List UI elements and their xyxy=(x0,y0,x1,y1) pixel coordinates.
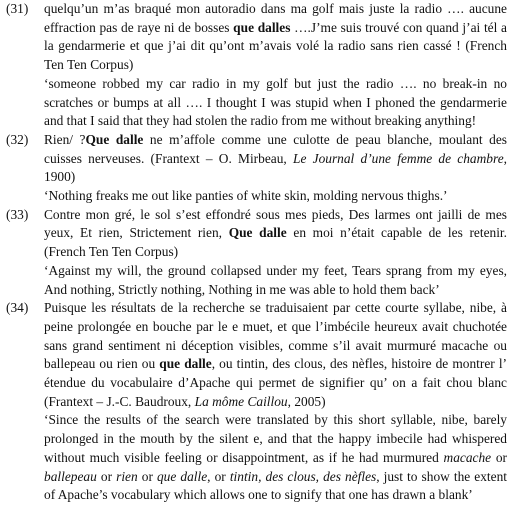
example-31 xyxy=(6,0,507,131)
translation-text: ‘Since the results of the search were translated by this short syllable, nibe, barely prolonged in the mouth by the silent e, and that the happy imbecile had whispered without much visible feeling or disappointment, as if he had murmured macache or ballepeau or rien or que dalle, or tintin, des clous, des nèfles, just to show the extent of Apache’s vocabulary which allows one to signify that one has drawn a blank’ xyxy=(44,412,508,503)
translation-text: ‘Nothing freaks me out like panties of white skin, molding nervous thighs.’ xyxy=(44,188,448,204)
example-body xyxy=(44,299,507,505)
example-body xyxy=(44,0,507,131)
example-body xyxy=(44,131,507,206)
example-33 xyxy=(6,206,507,300)
example-32 xyxy=(6,131,507,206)
example-number: (31) xyxy=(6,1,29,16)
example-number: (34) xyxy=(6,300,29,316)
translation-text: ‘someone robbed my car radio in my golf but just the radio …. no break-in no scratches or bumps at all …. I thought I was stupid when I phoned the gendarmerie and that I said that they had stolen the radio from me without breaking anything! xyxy=(44,75,507,129)
example-number: (33) xyxy=(6,206,29,222)
example-34 xyxy=(6,299,507,505)
source-text: Contre mon gré, le sol s’est effondré sous mes pieds, Des larmes ont jailli de mes yeux, Et rien, Strictement rien, Que dalle en moi n’était capable de les retenir. (French Ten Ten Corpus) xyxy=(44,206,508,260)
translation-text: ‘Against my will, the ground collapsed under my feet, Tears sprang from my eyes, And nothing, Strictly nothing, Nothing in me was able to hold them back’ xyxy=(44,262,507,297)
source-text: Rien/ ?Que dalle ne m’affole comme une culotte de peau blanche, moulant des cuisses nerveuses. (Frantext – O. Mirbeau, Le Journal d’une femme de chambre, 1900) xyxy=(44,131,508,185)
example-body xyxy=(44,206,507,300)
source-text: quelqu’un m’as braqué mon autoradio dans ma golf mais juste la radio …. aucune effraction pas de raye ni de bosses que dalles ….J’me suis trouvé con quand j’ai tél a la gendarmerie et que j’ai dit qu’ont m’avais volé la radio sans rien cassé ! (French Ten Ten Corpus) xyxy=(44,1,507,73)
source-text: Puisque les résultats de la recherche se traduisaient par cette courte syllabe, nibe, à peine prolongée en bouche par le e muet, et que l’imbécile heureux avait chuchotée sans grand sentiment ni déception visibles, comme s’il avait murmuré macache ou ballepeau ou rien ou que dalle, ou tintin, des clous, des nèfles, histoire de montrer l’ étendue du vocabulaire d’Apache qui permet de signifier qu’ on a fait chou blanc (Frantext – J.-C. Baudroux, La môme Caillou, 2005) xyxy=(44,300,508,409)
example-number: (32) xyxy=(6,131,29,147)
